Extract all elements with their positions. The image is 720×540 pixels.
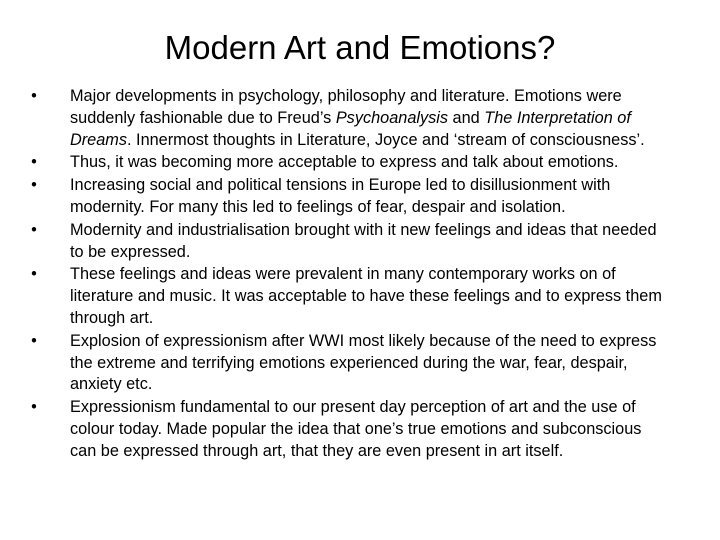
bullet-dot: • — [31, 153, 37, 172]
bullet-text-segment: Explosion of expressionism after WWI most likely because of the need to express the extreme and terrifying emotions experienced during the war, fear, despair, anxiety etc. — [70, 331, 657, 394]
bullet-item — [28, 331, 668, 396]
bullet-text — [70, 87, 645, 149]
bullet-text — [70, 265, 662, 327]
italic-title-text: Psychoanalysis — [335, 108, 449, 127]
bullet-text — [70, 332, 656, 394]
bullet-text-segment: and — [448, 108, 485, 127]
slide-title: Modern Art and Emotions? — [164, 29, 556, 66]
bullet-text-segment: Increasing social and political tensions in Europe led to disillusionment with modernity. For many this led to feelings of fear, despair and isolation. — [70, 176, 611, 216]
bullet-item — [28, 86, 668, 151]
bullet-dot: • — [31, 398, 37, 417]
bullet-text — [70, 398, 641, 460]
bullet-item — [28, 152, 668, 174]
bullet-dot: • — [31, 265, 37, 284]
bullet-dot: • — [31, 87, 37, 105]
bullet-dot: • — [31, 331, 37, 350]
bullet-text-segment: Expressionism fundamental to our present day perception of art and the use of colour today. Made popular the idea that one’s true emotions and subconscious can be expressed through art, that they are even present in art itself. — [70, 398, 642, 460]
italic-title-text: The Interpretation of Dreams — [70, 108, 631, 149]
bullet-text-segment: Major developments in psychology, philosophy and literature. Emotions were suddenly fashionable due to Freud’s — [70, 87, 622, 127]
bullet-item — [28, 397, 668, 462]
bullet-list — [28, 86, 668, 464]
bullet-text — [70, 176, 610, 216]
bullet-item — [28, 175, 668, 219]
bullet-text-segment: Modernity and industrialisation brought with it new feelings and ideas that needed to be expressed. — [70, 220, 657, 261]
bullet-text — [70, 221, 657, 261]
bullet-text-segment: These feelings and ideas were prevalent in many contemporary works on of literature and music. It was acceptable to have these feelings and to express them through art. — [70, 265, 662, 327]
bullet-item — [28, 220, 668, 264]
bullet-text — [70, 153, 618, 171]
bullet-dot: • — [31, 220, 37, 239]
bullet-dot: • — [31, 176, 37, 195]
bullet-item — [28, 264, 668, 329]
bullet-text-segment: Thus, it was becoming more acceptable to express and talk about emotions. — [70, 153, 619, 172]
bullet-text-segment: . Innermost thoughts in Literature, Joyce and ‘stream of consciousness’. — [127, 130, 645, 149]
